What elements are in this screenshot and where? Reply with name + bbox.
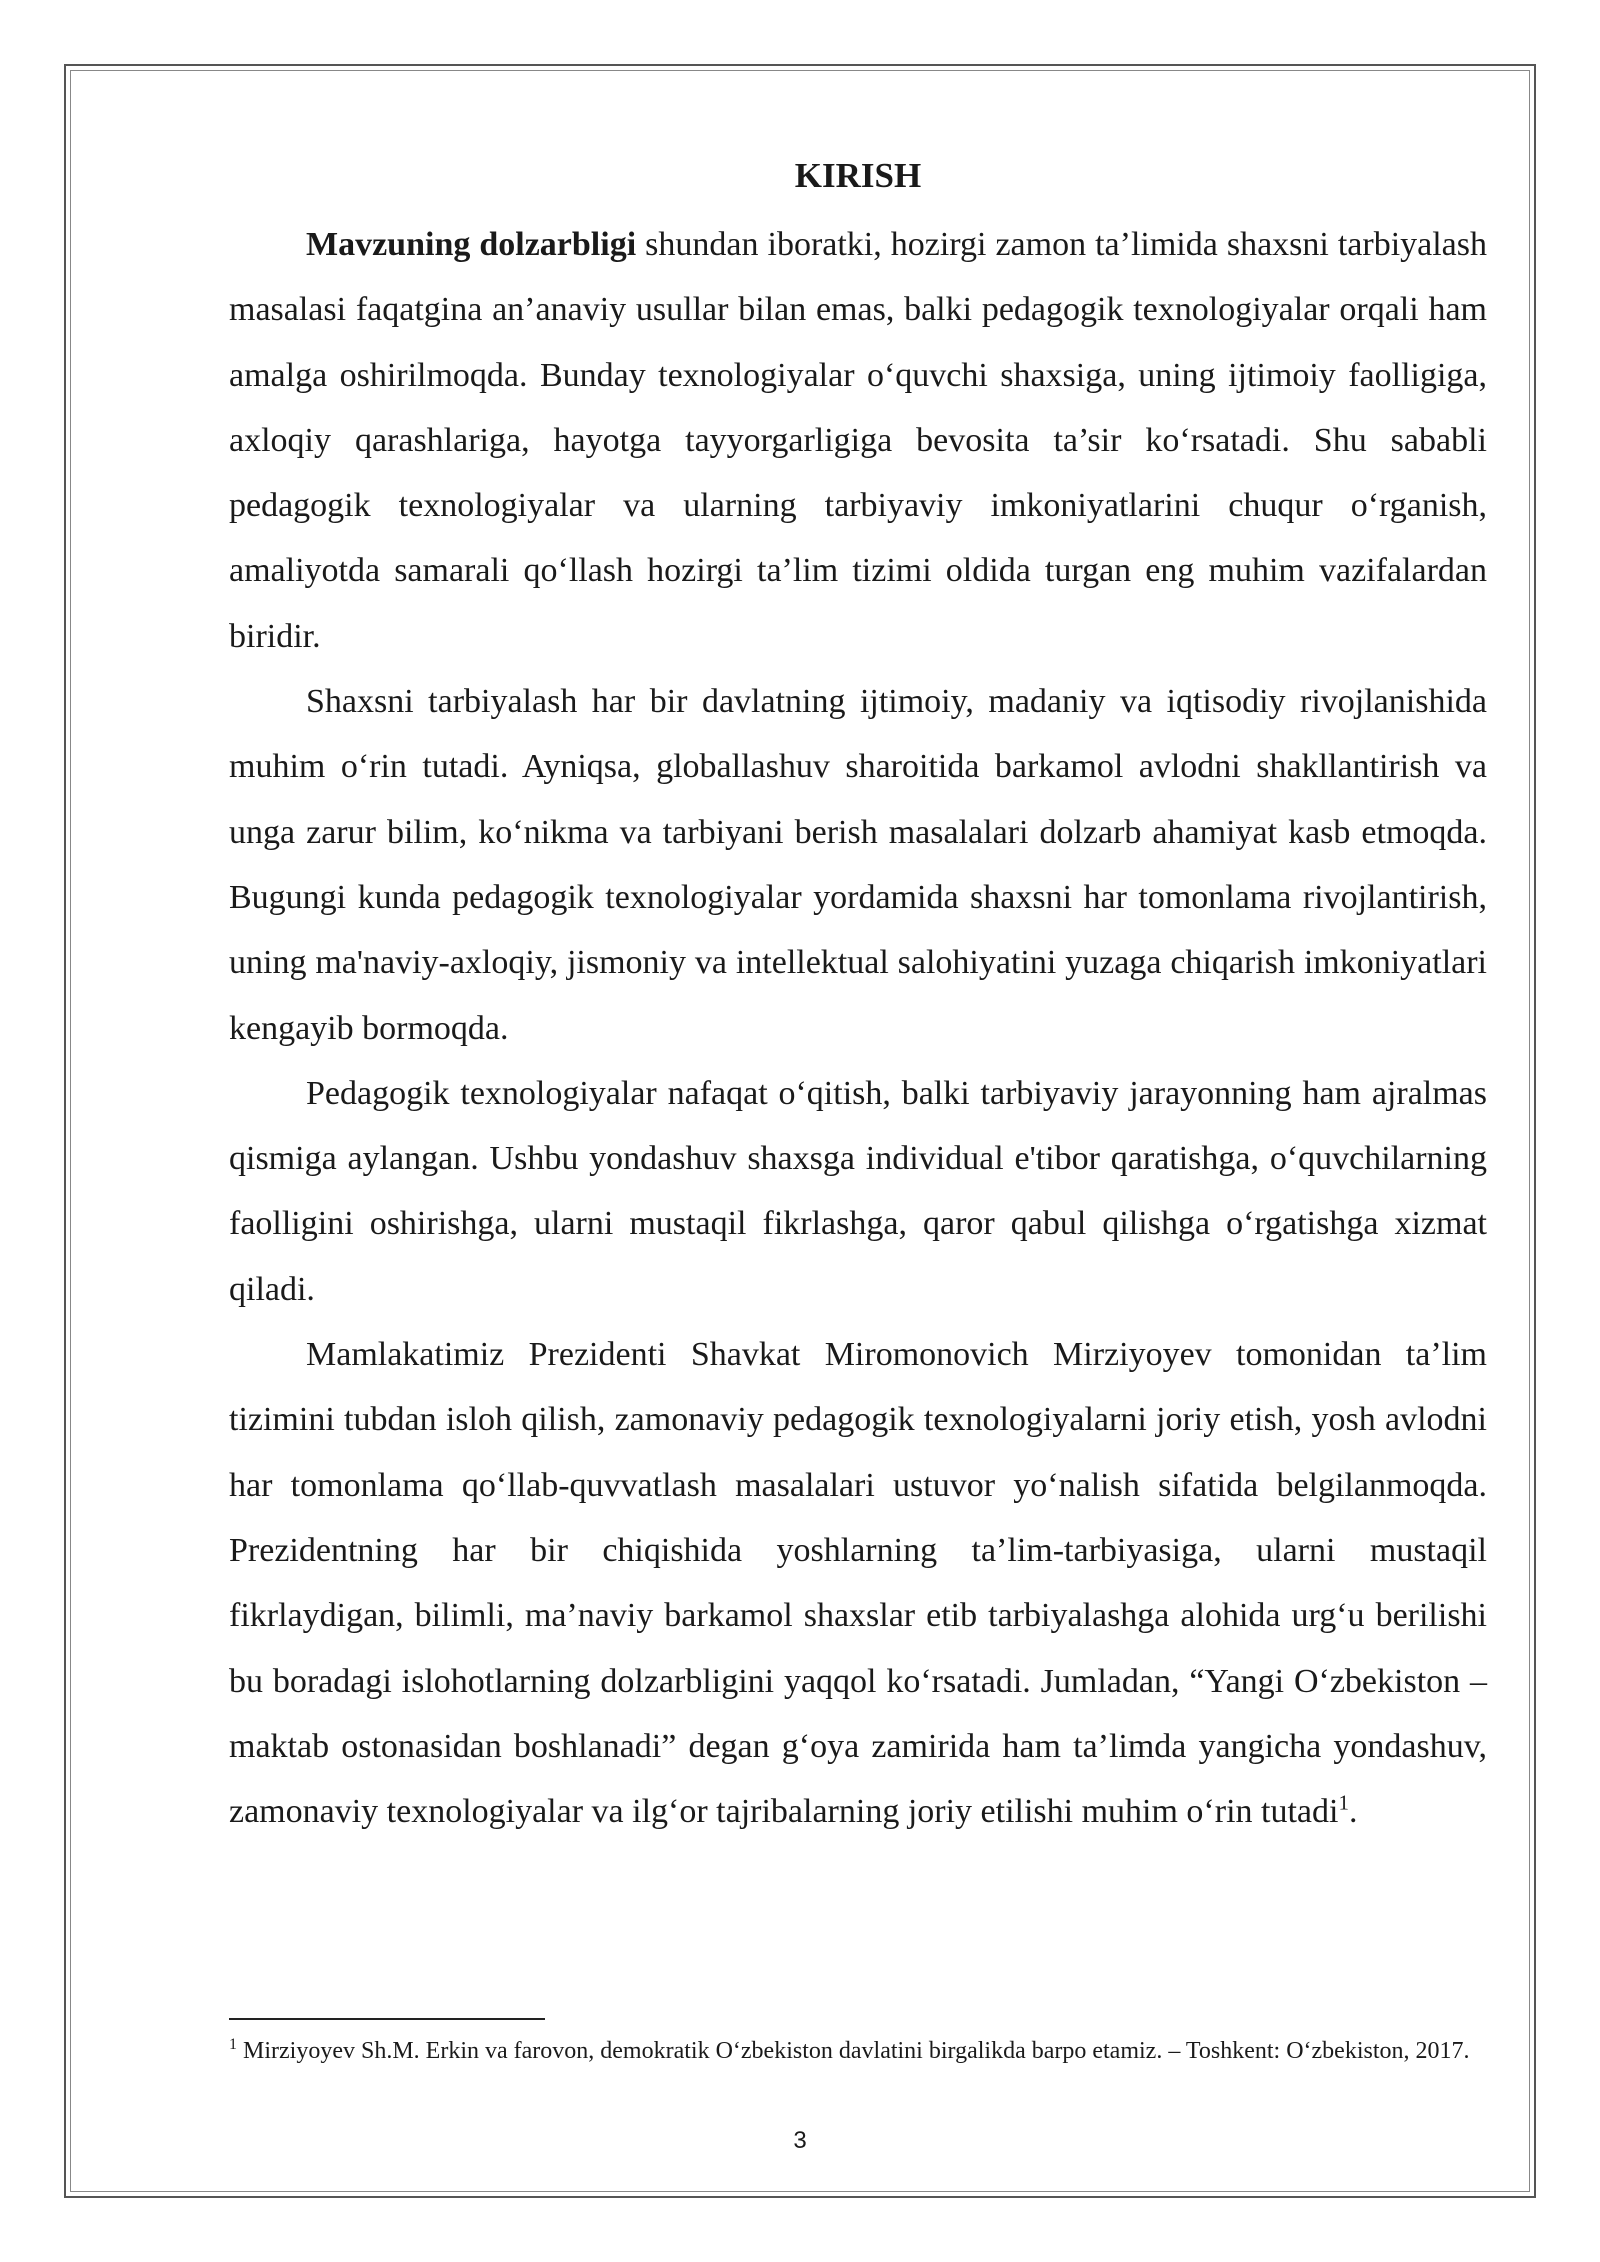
paragraph-4-text: Mamlakatimiz Prezidenti Shavkat Miromonovich Mirziyoyev tomonidan ta’lim tizimini tubdan isloh qilish, zamonaviy pedagogik texnologiyalarni joriy etish, yosh avlodni har tomonlama qo‘llab-quvvatlash masalalari ustuvor yo‘nalish sifatida belgilanmoqda. Prezidentning har bir chiqishida yoshlarning ta’lim-tarbiyasiga, ularni mustaqil fikrlaydigan, bilimli, ma’naviy barkamol shaxslar etib tarbiyalashga alohida urg‘u berilishi bu boradagi islohotlarning dolzarbligini yaqqol ko‘rsatadi. Jumladan, “Yangi O‘zbekiston – maktab ostonasidan boshlanadi” degan g‘oya zamirida ham ta’limda yangicha yondashuv, zamonaviy texnologiyalar va ilg‘or tajribalarning joriy etilishi muhim o‘rin tutadi: [229, 1336, 1487, 1831]
footnote-marker: 1: [229, 2036, 237, 2053]
paragraph-3-text: Pedagogik texnologiyalar nafaqat o‘qitish, balki tarbiyaviy jarayonning ham ajralmas qismiga aylangan. Ushbu yondashuv shaxsga individual e'tibor qaratishga, o‘quvchilarning faolligini oshirishga, ularni mustaqil fikrlashga, qaror qabul qilishga o‘rgatishga xizmat qiladi.: [229, 1074, 1487, 1308]
paragraph-1-lead: Mavzuning dolzarbligi: [306, 226, 637, 263]
paragraph-1: [229, 212, 1487, 669]
page-number: 3: [793, 2127, 807, 2154]
paragraph-2: [229, 669, 1487, 1061]
section-title: KIRISH: [794, 156, 922, 195]
paragraph-1-text: shundan iboratki, hozirgi zamon ta’limida shaxsni tarbiyalash masalasi faqatgina an’anaviy usullar bilan emas, balki pedagogik texnologiyalar orqali ham amalga oshirilmoqda. Bunday texnologiyalar o‘quvchi shaxsiga, uning ijtimoiy faolligiga, axloqiy qarashlariga, hayotga tayyorgarligiga bevosita ta’sir ko‘rsatadi. Shu sababli pedagogik texnologiyalar va ularning tarbiyaviy imkoniyatlarini chuqur o‘rganish, amaliyotda samarali qo‘llash hozirgi ta’lim tizimi oldida turgan eng muhim vazifalardan biridir.: [229, 226, 1488, 655]
paragraph-4: [229, 1322, 1487, 1844]
paragraph-3: [229, 1061, 1487, 1322]
paragraph-4-end: .: [1348, 1793, 1358, 1831]
footnote-reference[interactable]: 1: [1338, 1790, 1349, 1815]
footnote-text: Mirziyoyev Sh.M. Erkin va farovon, demokratik O‘zbekiston davlatini birgalikda barpo etamiz. – Toshkent: O‘zbekiston, 2017.: [237, 2038, 1470, 2064]
footnote: [229, 2028, 1487, 2075]
document-body: [229, 148, 1487, 1844]
paragraph-2-text: Shaxsni tarbiyalash har bir davlatning ijtimoiy, madaniy va iqtisodiy rivojlanishida muhim o‘rin tutadi. Ayniqsa, globallashuv sharoitida barkamol avlodni shakllantirish va unga zarur bilim, ko‘nikma va tarbiyani berish masalalari dolzarb ahamiyat kasb etmoqda. Bugungi kunda pedagogik texnologiyalar yordamida shaxsni har tomonlama rivojlantirish, uning ma'naviy-axloqiy, jismoniy va intellektual salohiyatini yuzaga chiqarish imkoniyatlari kengayib bormoqda.: [229, 683, 1487, 1047]
footnote-separator: [229, 2018, 545, 2020]
